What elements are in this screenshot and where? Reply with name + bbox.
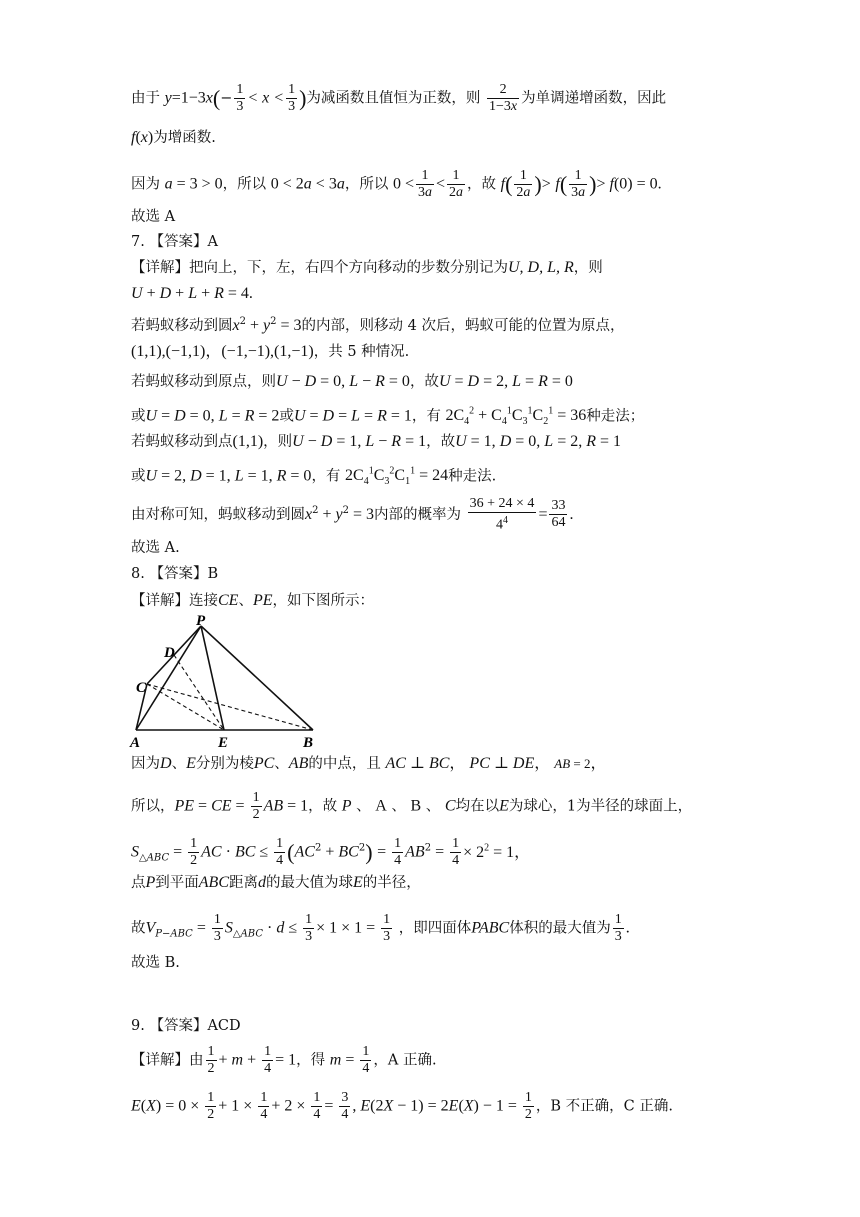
edge-PA [136, 626, 201, 730]
text-line-23: 故选 B. [131, 955, 180, 971]
text-line-4: 故选 A [131, 209, 176, 225]
text-line-10: 若蚂蚁移动到原点，则U − D = 0, L − R = 0，故U = D = 2, L = R = 0 [131, 373, 573, 390]
tetrahedron-diagram [125, 612, 325, 752]
text-line-6: 【详解】把向上，下，左，右四个方向移动的步数分别记为U, D, L, R，则 [131, 259, 603, 276]
text-line-25: 【详解】由 $\frac{1}{2}$ + m + $\frac{1}{4}$ = 1，得 m = $\frac{1}{4}$ ，A 正确. [131, 1044, 437, 1076]
text-line-11: 或U = D = 0, L = R = 2或U = D = L = R = 1，有 $2C_4^2 + C_4^1C_3^1C_2^1 = 36$种走法； [131, 406, 645, 428]
text-line-22: 故$V_{P-ABC}$ = $\frac{1}{3}$ $S_{\triangle ABC} \cdot d$ ≤ $\frac{1}{3}$ × 1 × 1 = $\frac{1}{3}$ ，即四面体PABC体积的最大值为 $\frac{1}{3}$ . [131, 912, 630, 944]
text-line-12: 若蚂蚁移动到点(1,1)，则U − D = 1, L − R = 1，故U = 1, D = 0, L = 2, R = 1 [131, 433, 622, 450]
text-line-14: 由对称可知，蚂蚁移动到圆$x^2 + y^2 = 3$内部的概率为 $\frac{36 + 24 \times 4}{4^4}$ = $\frac{33}{64}$ . [131, 496, 574, 533]
text-line-8: 若蚂蚁移动到圆$x^2 + y^2 = 3$的内部，则移动 4 次后，蚂蚁可能的位置为原点， [131, 316, 625, 334]
label-P: P [196, 613, 206, 629]
label-C: C [136, 680, 147, 696]
text-line-15: 故选 A. [131, 540, 180, 556]
label-A: A [130, 735, 141, 751]
text-line-9: (1,1),(−1,1)，(−1,−1),(1,−1)，共 5 种情况. [131, 343, 410, 360]
label-E: E [218, 735, 229, 751]
label-B: B [303, 735, 314, 751]
text-line-2: f(x)为增函数. [131, 129, 216, 146]
edge-PE [201, 626, 224, 730]
text-line-7: U + D + L + R = 4. [131, 285, 253, 302]
text-line-19: 所以，PE = CE = $\frac{1}{2}$ AB = 1，故 P 、 A 、 B 、 C均在以E为球心，1为半径的球面上， [131, 790, 693, 822]
text-line-20: $S_{\triangle ABC}$ = $\frac{1}{2}$ AC · BC ≤ $\frac{1}{4}$ $(AC^2 + BC^2)$ = $\frac{1}{4}$ $AB^2$ = $\frac{1}{4}$ × $2^2 = 1$， [131, 836, 531, 868]
text-line-13: 或U = 2, D = 1, L = 1, R = 0，有 $2C_4^1C_3^2C_1^1 = 24$种走法. [131, 466, 497, 488]
text-line-18: 因为D、E分别为棱PC、AB的中点，且 AC ⊥ BC， PC ⊥ DE， AB = 2， [131, 755, 607, 772]
edge-CE [147, 684, 224, 730]
text-line-21: 点P到平面ABC距离d的最大值为球E的半径， [131, 874, 421, 891]
answer-8: 8. 【答案】B [131, 566, 219, 582]
answer-9: 9. 【答案】ACD [131, 1018, 241, 1034]
text-line-3: 因为 a = 3 > 0，所以 0 < 2a < 3a，所以 0 < $\frac{1}{3a}$ < $\frac{1}{2a}$ ，故 f( $\frac{1}{2a}$ )> f( $\frac{1}{3a}$ )> f(0) = 0. [131, 168, 662, 200]
text-line-26: E(X) = 0 × $\frac{1}{2}$ + 1 × $\frac{1}{4}$ + 2 × $\frac{1}{4}$ = $\frac{3}{4}$ , E(2X − 1) = 2E(X) − 1 = $\frac{1}{2}$ ，B 不正确，C 正确. [131, 1090, 673, 1122]
answer-7: 7. 【答案】A [131, 234, 218, 250]
label-D: D [164, 645, 175, 661]
text-line-17: 【详解】连接CE、PE，如下图所示： [131, 592, 374, 609]
text-line-1: 由于 y=1−3x(− $\frac{1}{3}$ < x < $\frac{1}{3}$ )为减函数且值恒为正数，则 $\frac{2}{1-3x}$ 为单调递增函数，因此 [131, 82, 667, 114]
